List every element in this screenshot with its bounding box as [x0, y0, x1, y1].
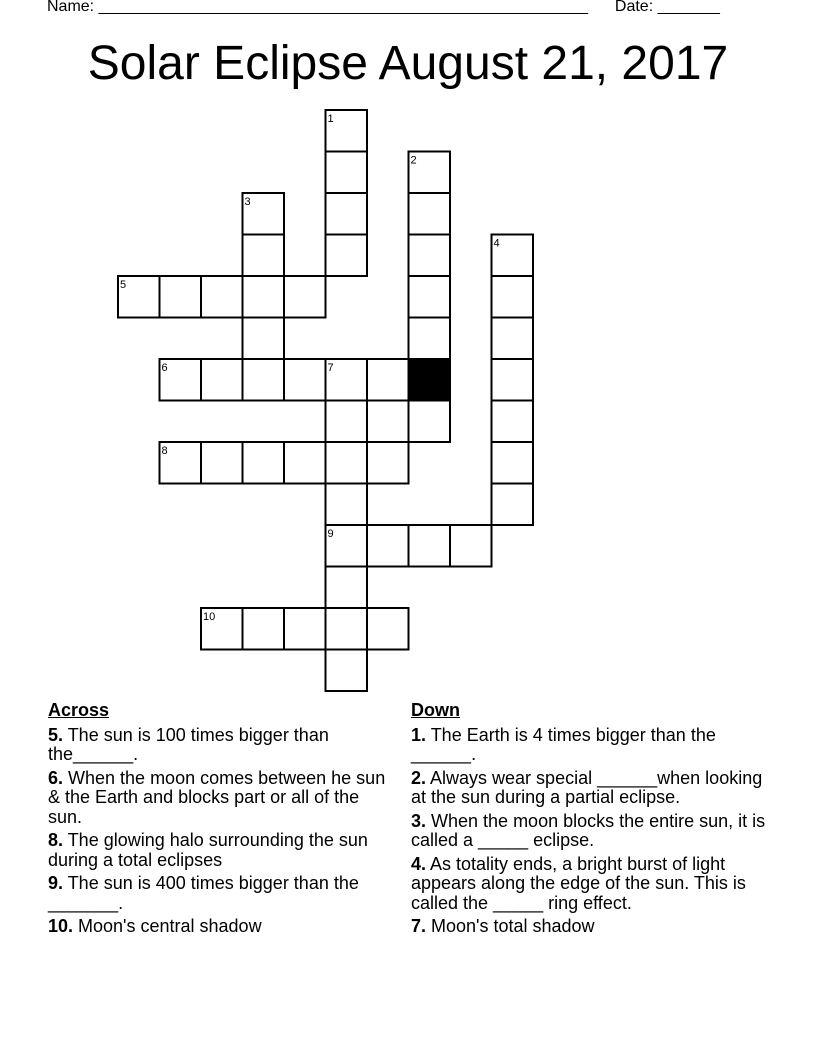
grid-cell[interactable] — [492, 359, 534, 401]
grid-cell[interactable] — [326, 442, 368, 484]
clue-text: Moon's total shadow — [426, 916, 595, 936]
grid-cell[interactable] — [492, 442, 534, 484]
grid-cell[interactable] — [409, 318, 451, 360]
clue-num: 10. — [48, 916, 74, 936]
clue-number-7: 7 — [327, 362, 334, 374]
clue-num: 4. — [411, 853, 427, 874]
grid-cell[interactable] — [284, 276, 326, 318]
grid-cell[interactable] — [201, 442, 243, 484]
grid-cell[interactable] — [326, 484, 368, 526]
clue-number-1: 1 — [327, 113, 334, 125]
grid-cell[interactable] — [492, 276, 534, 318]
clue-text: When the moon blocks the entire sun, it is called a _____ eclipse. — [411, 810, 766, 850]
grid-cell[interactable] — [492, 484, 534, 526]
across-clue-list — [48, 726, 393, 937]
clue-number-6: 6 — [161, 362, 168, 374]
clue-number-3: 3 — [244, 196, 251, 208]
clue-number-9: 9 — [327, 528, 334, 540]
down-clue — [411, 917, 776, 937]
grid-cell[interactable] — [284, 359, 326, 401]
grid-cell[interactable] — [409, 193, 451, 235]
down-heading: Down — [411, 700, 460, 720]
grid-cell[interactable] — [326, 401, 368, 443]
across-clues — [48, 701, 393, 941]
date-label: Date: — [614, 0, 658, 15]
grid-cell[interactable] — [284, 608, 326, 650]
down-clue — [411, 812, 776, 851]
grid-cell[interactable] — [367, 442, 409, 484]
clue-num: 1. — [411, 724, 427, 745]
clue-text: Always wear special ______when looking at the sun during a partial eclipse. — [411, 767, 763, 807]
grid-cell[interactable] — [326, 152, 368, 194]
grid-cell[interactable] — [284, 442, 326, 484]
clue-num: 2. — [411, 767, 427, 788]
across-heading: Across — [48, 700, 110, 720]
grid-cell[interactable] — [243, 276, 285, 318]
down-clue — [411, 726, 776, 765]
across-clue — [48, 726, 393, 765]
clue-number-5: 5 — [120, 279, 127, 291]
grid-cell[interactable] — [409, 276, 451, 318]
clue-num: 5. — [48, 724, 64, 745]
grid-cell[interactable] — [450, 525, 492, 567]
grid-cell[interactable] — [367, 608, 409, 650]
clue-text: As totality ends, a bright burst of light appears along the edge of the sun. This is called the _____ ring effect. — [411, 853, 746, 913]
clue-text: Moon's central shadow — [73, 916, 262, 936]
down-clue-list — [411, 726, 776, 937]
grid-cell[interactable] — [326, 608, 368, 650]
clue-text: The sun is 400 times bigger than the _______. — [48, 873, 359, 913]
grid-cell[interactable] — [492, 401, 534, 443]
clue-number-4: 4 — [493, 237, 500, 250]
grid-cell[interactable] — [201, 359, 243, 401]
grid-cell[interactable] — [409, 235, 451, 277]
clue-num: 3. — [411, 810, 427, 831]
black-cell — [409, 359, 451, 401]
clue-text: When the moon comes between he sun & the Earth and blocks part or all of the sun. — [48, 767, 386, 827]
grid-cell[interactable] — [326, 650, 368, 692]
grid-cell[interactable] — [367, 359, 409, 401]
down-clue — [411, 769, 776, 808]
grid-cell[interactable] — [409, 401, 451, 443]
across-clue — [48, 831, 393, 870]
clue-number-2: 2 — [410, 154, 417, 167]
grid-cell[interactable] — [160, 276, 202, 318]
down-clues — [411, 701, 776, 941]
down-clue — [411, 855, 776, 914]
across-clue — [48, 874, 393, 913]
grid-cell[interactable] — [492, 318, 534, 360]
grid-cell[interactable] — [201, 276, 243, 318]
clue-num: 9. — [48, 873, 64, 893]
date-blank[interactable]: _______ — [657, 0, 720, 15]
grid-cell[interactable] — [326, 567, 368, 609]
grid-cell[interactable] — [367, 525, 409, 567]
grid-cell[interactable] — [326, 193, 368, 235]
clue-number-8: 8 — [161, 445, 168, 457]
clue-num: 6. — [48, 767, 64, 788]
clue-num: 8. — [48, 830, 64, 850]
grid-cell[interactable] — [243, 442, 285, 484]
name-label: Name: — [47, 0, 99, 15]
grid-cell[interactable] — [243, 235, 285, 277]
grid-cell[interactable] — [409, 525, 451, 567]
grid-cell[interactable] — [326, 235, 368, 277]
clue-text: The sun is 100 times bigger than the______. — [48, 724, 329, 764]
across-clue — [48, 769, 393, 828]
grid-cell[interactable] — [243, 318, 285, 360]
grid-cell[interactable] — [243, 608, 285, 650]
page-title: Solar Eclipse August 21, 2017 — [87, 37, 729, 90]
grid-cell[interactable] — [243, 359, 285, 401]
clue-number-10: 10 — [203, 611, 216, 623]
across-clue — [48, 917, 393, 937]
clue-num: 7. — [411, 916, 427, 936]
clue-text: The glowing halo surrounding the sun during a total eclipses — [48, 830, 368, 870]
name-blank[interactable]: _______________________________________________________ — [98, 0, 588, 15]
clue-text: The Earth is 4 times bigger than the ______. — [411, 724, 716, 764]
